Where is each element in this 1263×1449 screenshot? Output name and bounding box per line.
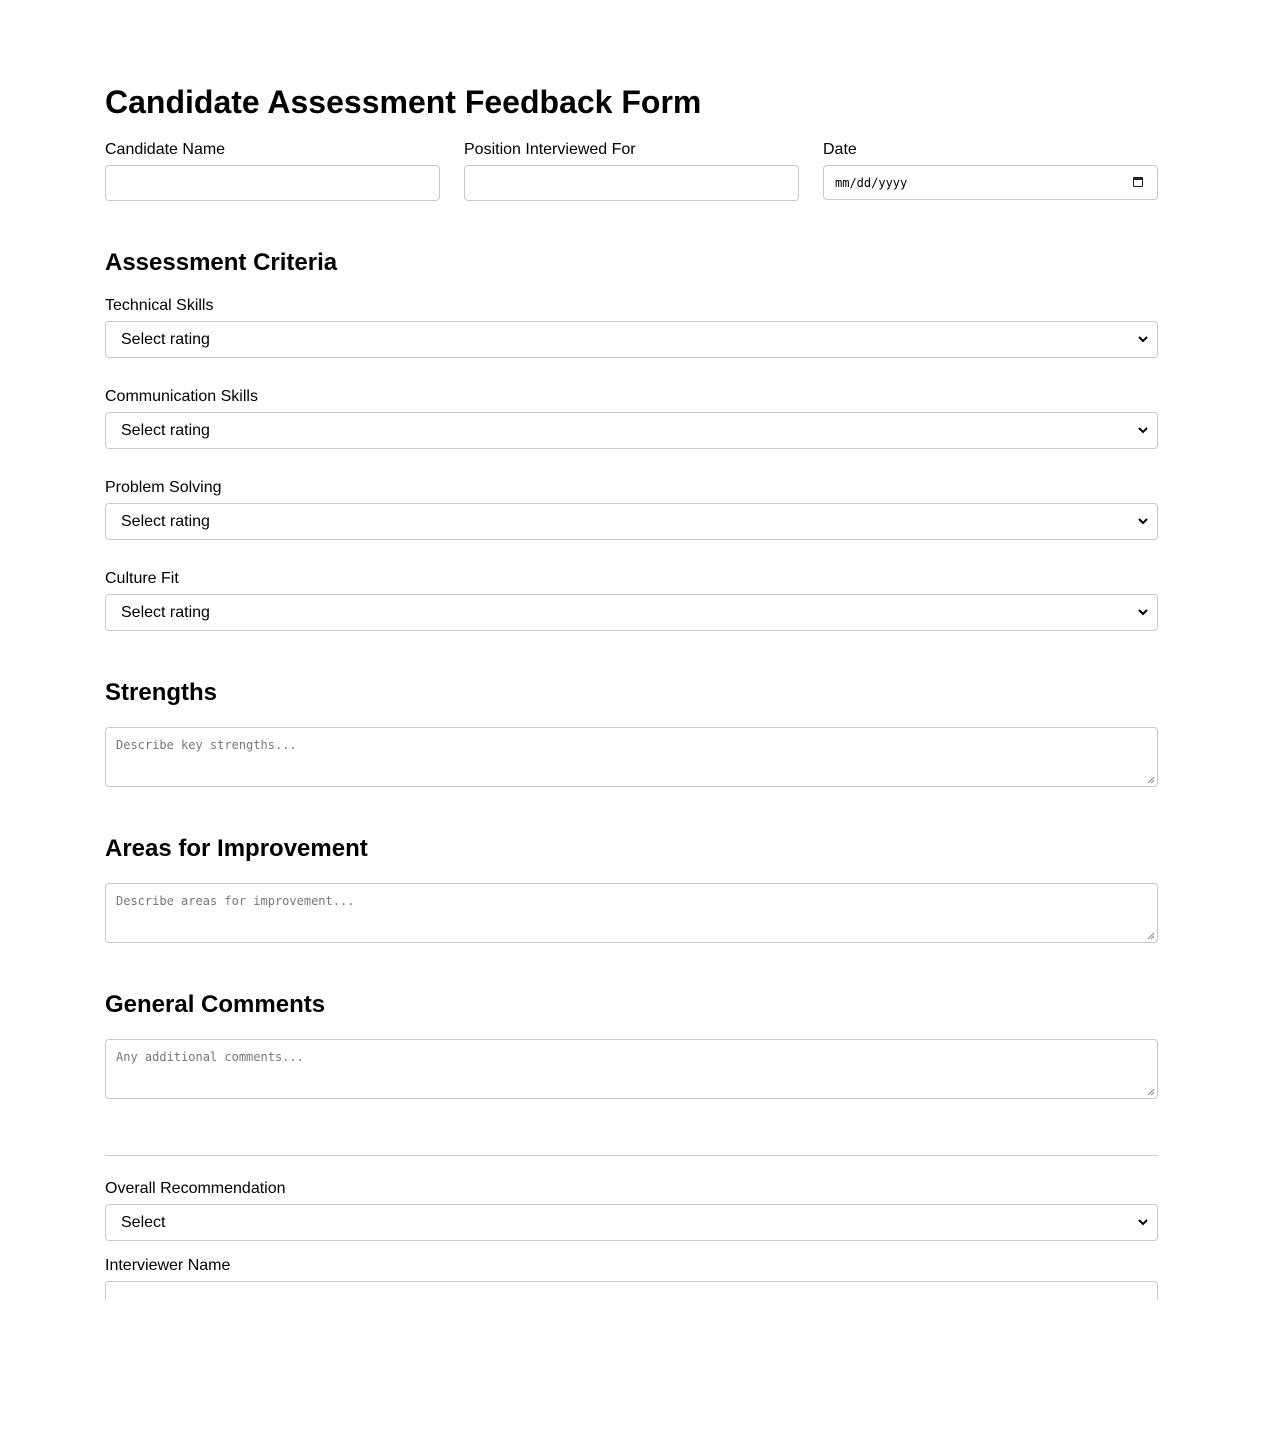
candidate-name-label: Candidate Name: [105, 141, 226, 158]
criteria-heading: Assessment Criteria: [105, 249, 338, 276]
strengths-textarea[interactable]: [105, 727, 1158, 787]
page-title: Candidate Assessment Feedback Form: [105, 84, 702, 120]
problem-solving-label: Problem Solving: [105, 479, 222, 496]
problem-solving-select[interactable]: [105, 503, 1158, 540]
date-label: Date: [823, 141, 857, 158]
chevron-down-icon: [1138, 607, 1148, 617]
select-value: Select rating: [121, 331, 210, 348]
culture-fit-label: Culture Fit: [105, 570, 179, 587]
resize-handle-icon[interactable]: [1147, 932, 1155, 940]
position-input[interactable]: [464, 165, 799, 201]
comments-textarea[interactable]: [105, 1039, 1158, 1099]
improvement-heading: Areas for Improvement: [105, 835, 368, 862]
feedback-form: [105, 0, 1158, 1300]
chevron-down-icon: [1138, 516, 1148, 526]
chevron-down-icon: [1138, 425, 1148, 435]
select-value: Select rating: [121, 604, 210, 621]
comments-placeholder: Any additional comments...: [116, 1050, 304, 1064]
select-value: Select rating: [121, 422, 210, 439]
divider: [105, 1155, 1158, 1156]
date-placeholder: mm/dd/yyyy: [835, 176, 908, 190]
select-value: Select: [121, 1214, 166, 1231]
improvement-placeholder: Describe areas for improvement...: [116, 894, 355, 908]
candidate-name-input[interactable]: [105, 165, 440, 201]
calendar-icon[interactable]: [1133, 177, 1143, 187]
chevron-down-icon: [1138, 334, 1148, 344]
chevron-down-icon: [1138, 1217, 1148, 1227]
resize-handle-icon[interactable]: [1147, 1088, 1155, 1096]
recommendation-select[interactable]: [105, 1204, 1158, 1241]
strengths-placeholder: Describe key strengths...: [116, 738, 297, 752]
improvement-textarea[interactable]: [105, 883, 1158, 943]
strengths-heading: Strengths: [105, 679, 218, 706]
date-input[interactable]: [823, 165, 1158, 200]
communication-skills-label: Communication Skills: [105, 388, 258, 405]
technical-skills-label: Technical Skills: [105, 297, 214, 314]
comments-heading: General Comments: [105, 991, 326, 1018]
recommendation-label: Overall Recommendation: [105, 1180, 286, 1197]
position-label: Position Interviewed For: [464, 141, 636, 158]
technical-skills-select[interactable]: [105, 321, 1158, 358]
select-value: Select rating: [121, 513, 210, 530]
interviewer-label: Interviewer Name: [105, 1257, 231, 1274]
resize-handle-icon[interactable]: [1147, 776, 1155, 784]
communication-skills-select[interactable]: [105, 412, 1158, 449]
interviewer-name-input[interactable]: [105, 1281, 1158, 1300]
culture-fit-select[interactable]: [105, 594, 1158, 631]
